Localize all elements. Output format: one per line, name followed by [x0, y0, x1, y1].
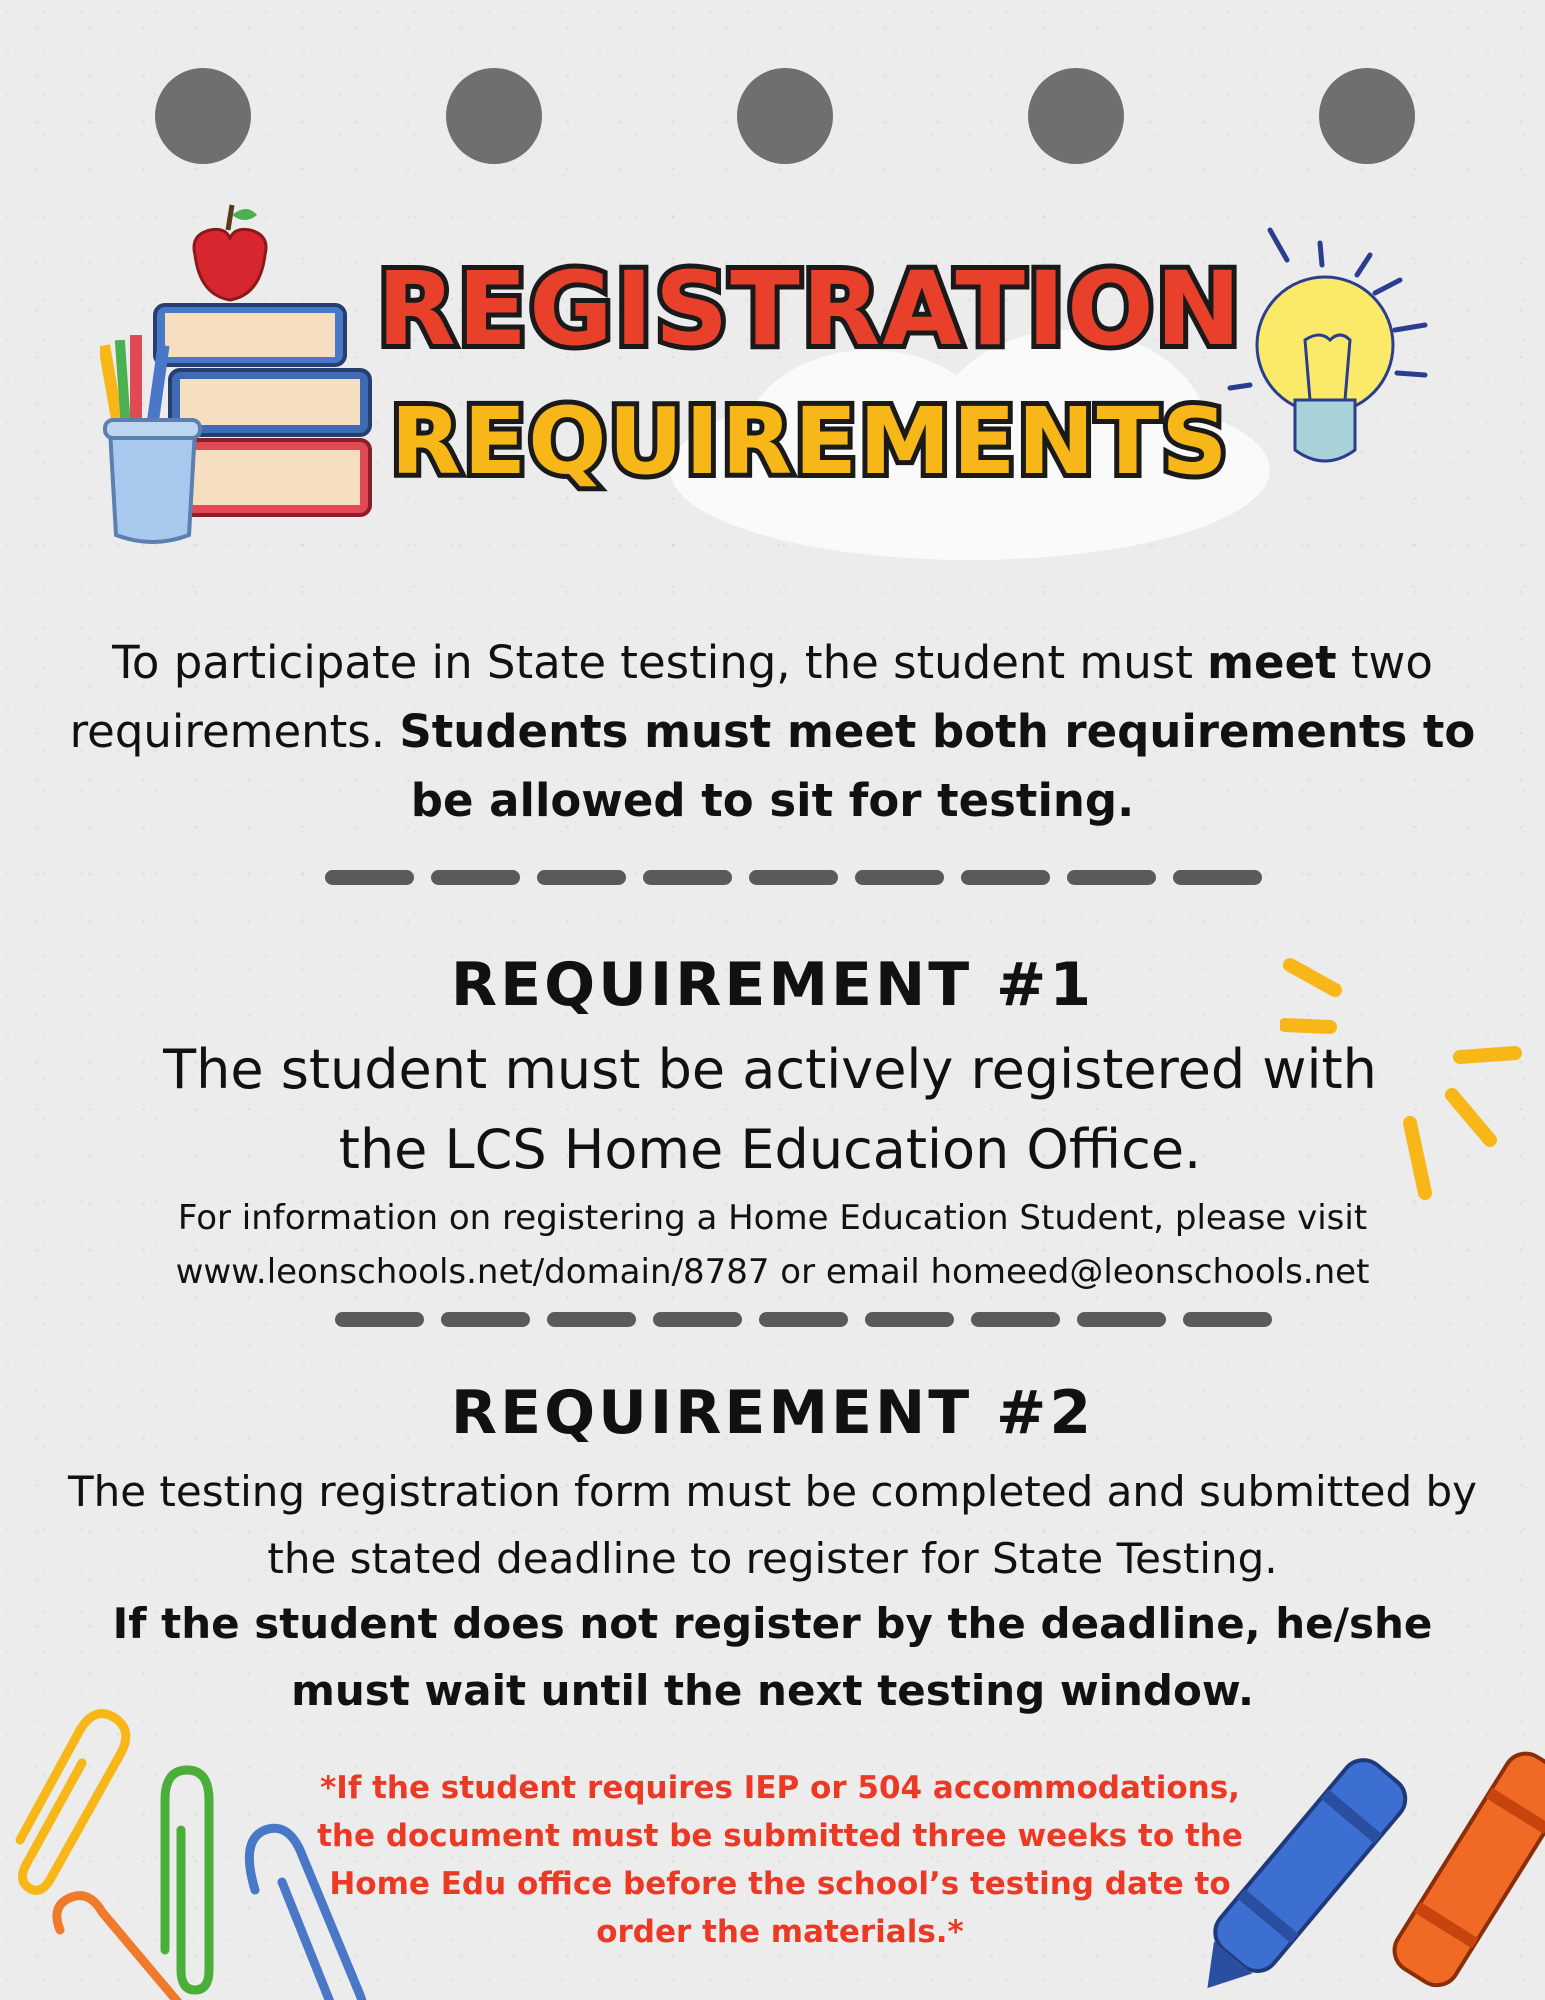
requirement2-text: The testing registration form must be completed and submitted by the stated deadline to register for State Testing. [67, 1467, 1478, 1583]
footnote-note: *If the student requires IEP or 504 accommodations, the document must be submitted three weeks to the Home Edu office before the school’s testing date to order the materials.* [317, 1770, 1243, 1950]
requirement1-info-line1: For information on registering a Home Education Student, please visit [177, 1198, 1368, 1238]
intro-text: two requirements. [69, 636, 1433, 758]
binder-hole [1319, 68, 1415, 164]
requirement2-heading: REQUIREMENT #2 [450, 1378, 1095, 1448]
divider [325, 870, 1262, 885]
apple-icon [194, 205, 266, 300]
requirement1-info-line2: www.leonschools.net/domain/8787 or email homeed@leonschools.net [175, 1252, 1370, 1292]
binder-hole [1028, 68, 1124, 164]
binder-hole [737, 68, 833, 164]
requirement2-warning: If the student does not register by the deadline, he/she must wait until the next testing window. [112, 1599, 1433, 1715]
intro-text: To participate in State testing, the student must [112, 636, 1208, 689]
divider [335, 1312, 1272, 1327]
intro-paragraph [60, 628, 1485, 835]
page-subtitle: REQUIREMENTS [390, 388, 1230, 495]
requirement1-text: The student must be actively registered with the LCS Home Education Office. [163, 1038, 1377, 1181]
requirement1-heading: REQUIREMENT #1 [450, 950, 1095, 1020]
books-icon [100, 195, 400, 550]
intro-bold-meet: meet [1207, 636, 1337, 689]
intro-bold-requirement: Students must meet both requirements to be allowed to sit for testing. [399, 705, 1476, 827]
binder-hole [446, 68, 542, 164]
binder-hole [155, 68, 251, 164]
page-title: REGISTRATION [376, 250, 1244, 369]
